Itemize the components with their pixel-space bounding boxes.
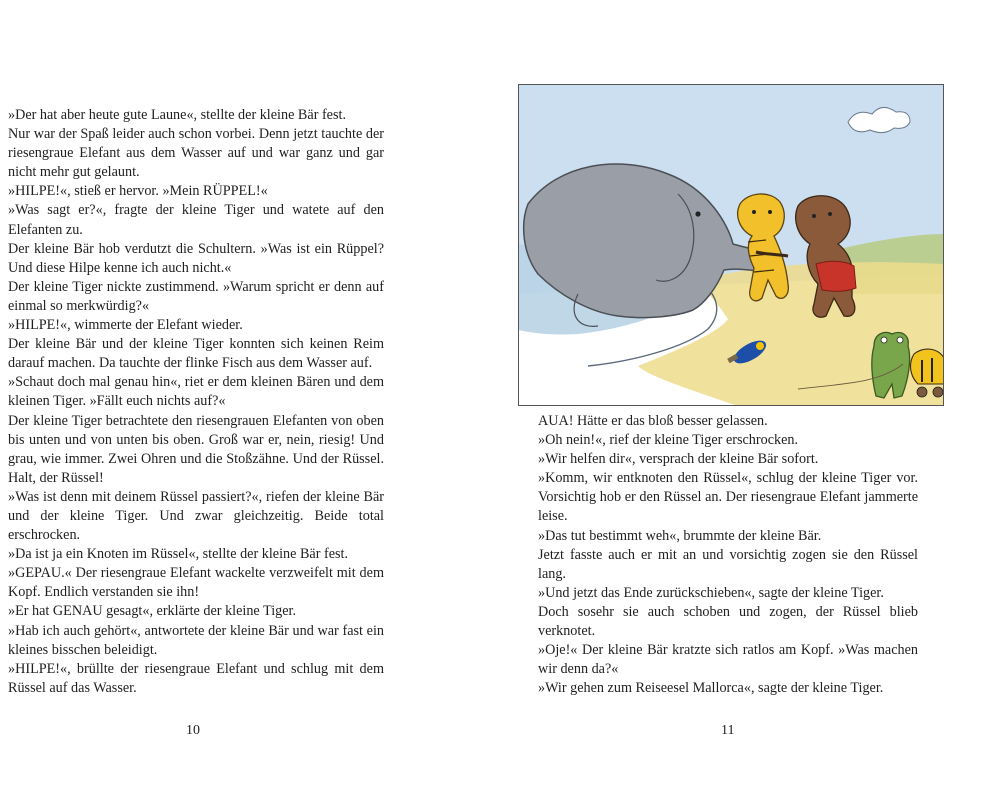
paragraph: Nur war der Spaß leider auch schon vorbei. Denn jetzt tauchte der riesengraue Elefant aus dem Wasser auf und war ganz und gar nicht mehr gut gelaunt. [8, 126, 384, 181]
story-illustration [518, 84, 944, 406]
paragraph: Der kleine Tiger betrachtete den riesengrauen Elefanten von oben bis unten und von unten bis oben. Groß war er, nein, riesig! Und grau, wie immer. Zwei Ohren und die Stoßzähne. Und der Rüssel. Halt, der Rüssel! [8, 412, 384, 486]
paragraph: »Wir helfen dir«, versprach der kleine Bär sofort. [538, 451, 819, 468]
paragraph: Der kleine Bär und der kleine Tiger konnten sich keinen Reim darauf machen. Da tauchte der flinke Fisch aus dem Wasser auf. [8, 336, 384, 372]
right-page [500, 0, 1000, 800]
right-page-text [538, 412, 918, 698]
paragraph: Der kleine Bär hob verdutzt die Schultern. »Was ist ein Rüppel? Und diese Hilpe kenne ich auch nicht.« [8, 240, 384, 276]
paragraph: »Was ist denn mit deinem Rüssel passiert?«, riefen der kleine Bär und der kleine Tiger. Und zwar gleichzeitig. Beide total erschrocken. [8, 488, 384, 544]
illustration-svg [518, 84, 944, 406]
left-page-text [8, 106, 384, 698]
paragraph: »Der hat aber heute gute Laune«, stellte der kleine Bär fest. [8, 107, 346, 123]
paragraph: »Er hat GENAU gesagt«, erklärte der kleine Tiger. [8, 603, 297, 620]
paragraph: »Was sagt er?«, fragte der kleine Tiger und watete auf den Elefanten zu. [8, 202, 384, 238]
paragraph: »Komm, wir entknoten den Rüssel«, schlug der kleine Tiger vor. Vorsichtig hob er den Rüssel an. Der riesengraue Elefant jammerte leise. [538, 470, 918, 525]
paragraph: Jetzt fasste auch er mit an und vorsichtig zogen sie den Rüssel lang. [538, 546, 918, 582]
paragraph: »GEPAU.« Der riesengraue Elefant wackelte verzweifelt mit dem Kopf. Endlich verstanden sie ihn! [8, 565, 384, 601]
paragraph: »HILPE!«, wimmerte der Elefant wieder. [8, 317, 243, 334]
paragraph: »HILPE!«, brüllte der riesengraue Elefant und schlug mit dem Rüssel auf das Wasser. [8, 660, 384, 696]
paragraph: »Und jetzt das Ende zurückschieben«, sagte der kleine Tiger. [538, 584, 884, 601]
paragraph: »Wir gehen zum Reiseesel Mallorca«, sagte der kleine Tiger. [538, 680, 884, 697]
paragraph: »Oh nein!«, rief der kleine Tiger erschrocken. [538, 432, 799, 449]
paragraph: AUA! Hätte er das bloß besser gelassen. [538, 413, 768, 429]
paragraph: »Das tut bestimmt weh«, brummte der kleine Bär. [538, 527, 822, 544]
paragraph: »HILPE!«, stieß er hervor. »Mein RÜPPEL!« [8, 183, 268, 200]
paragraph: »Oje!« Der kleine Bär kratzte sich ratlos am Kopf. »Was machen wir denn da?« [538, 642, 918, 678]
paragraph: »Da ist ja ein Knoten im Rüssel«, stellte der kleine Bär fest. [8, 546, 349, 563]
paragraph: »Schaut doch mal genau hin«, riet er dem kleinen Bären und dem kleinen Tiger. »Fällt euch nichts auf?« [8, 374, 384, 410]
paragraph: Der kleine Tiger nickte zustimmend. »Warum spricht er denn auf einmal so merkwürdig?« [8, 278, 384, 314]
page-number-right: 11 [721, 723, 735, 738]
paragraph: Doch sosehr sie auch schoben und zogen, der Rüssel blieb verknotet. [538, 603, 918, 640]
page-number-left: 10 [186, 723, 200, 738]
paragraph: »Hab ich auch gehört«, antwortete der kleine Bär und war fast ein kleines bisschen beleidigt. [8, 622, 384, 658]
